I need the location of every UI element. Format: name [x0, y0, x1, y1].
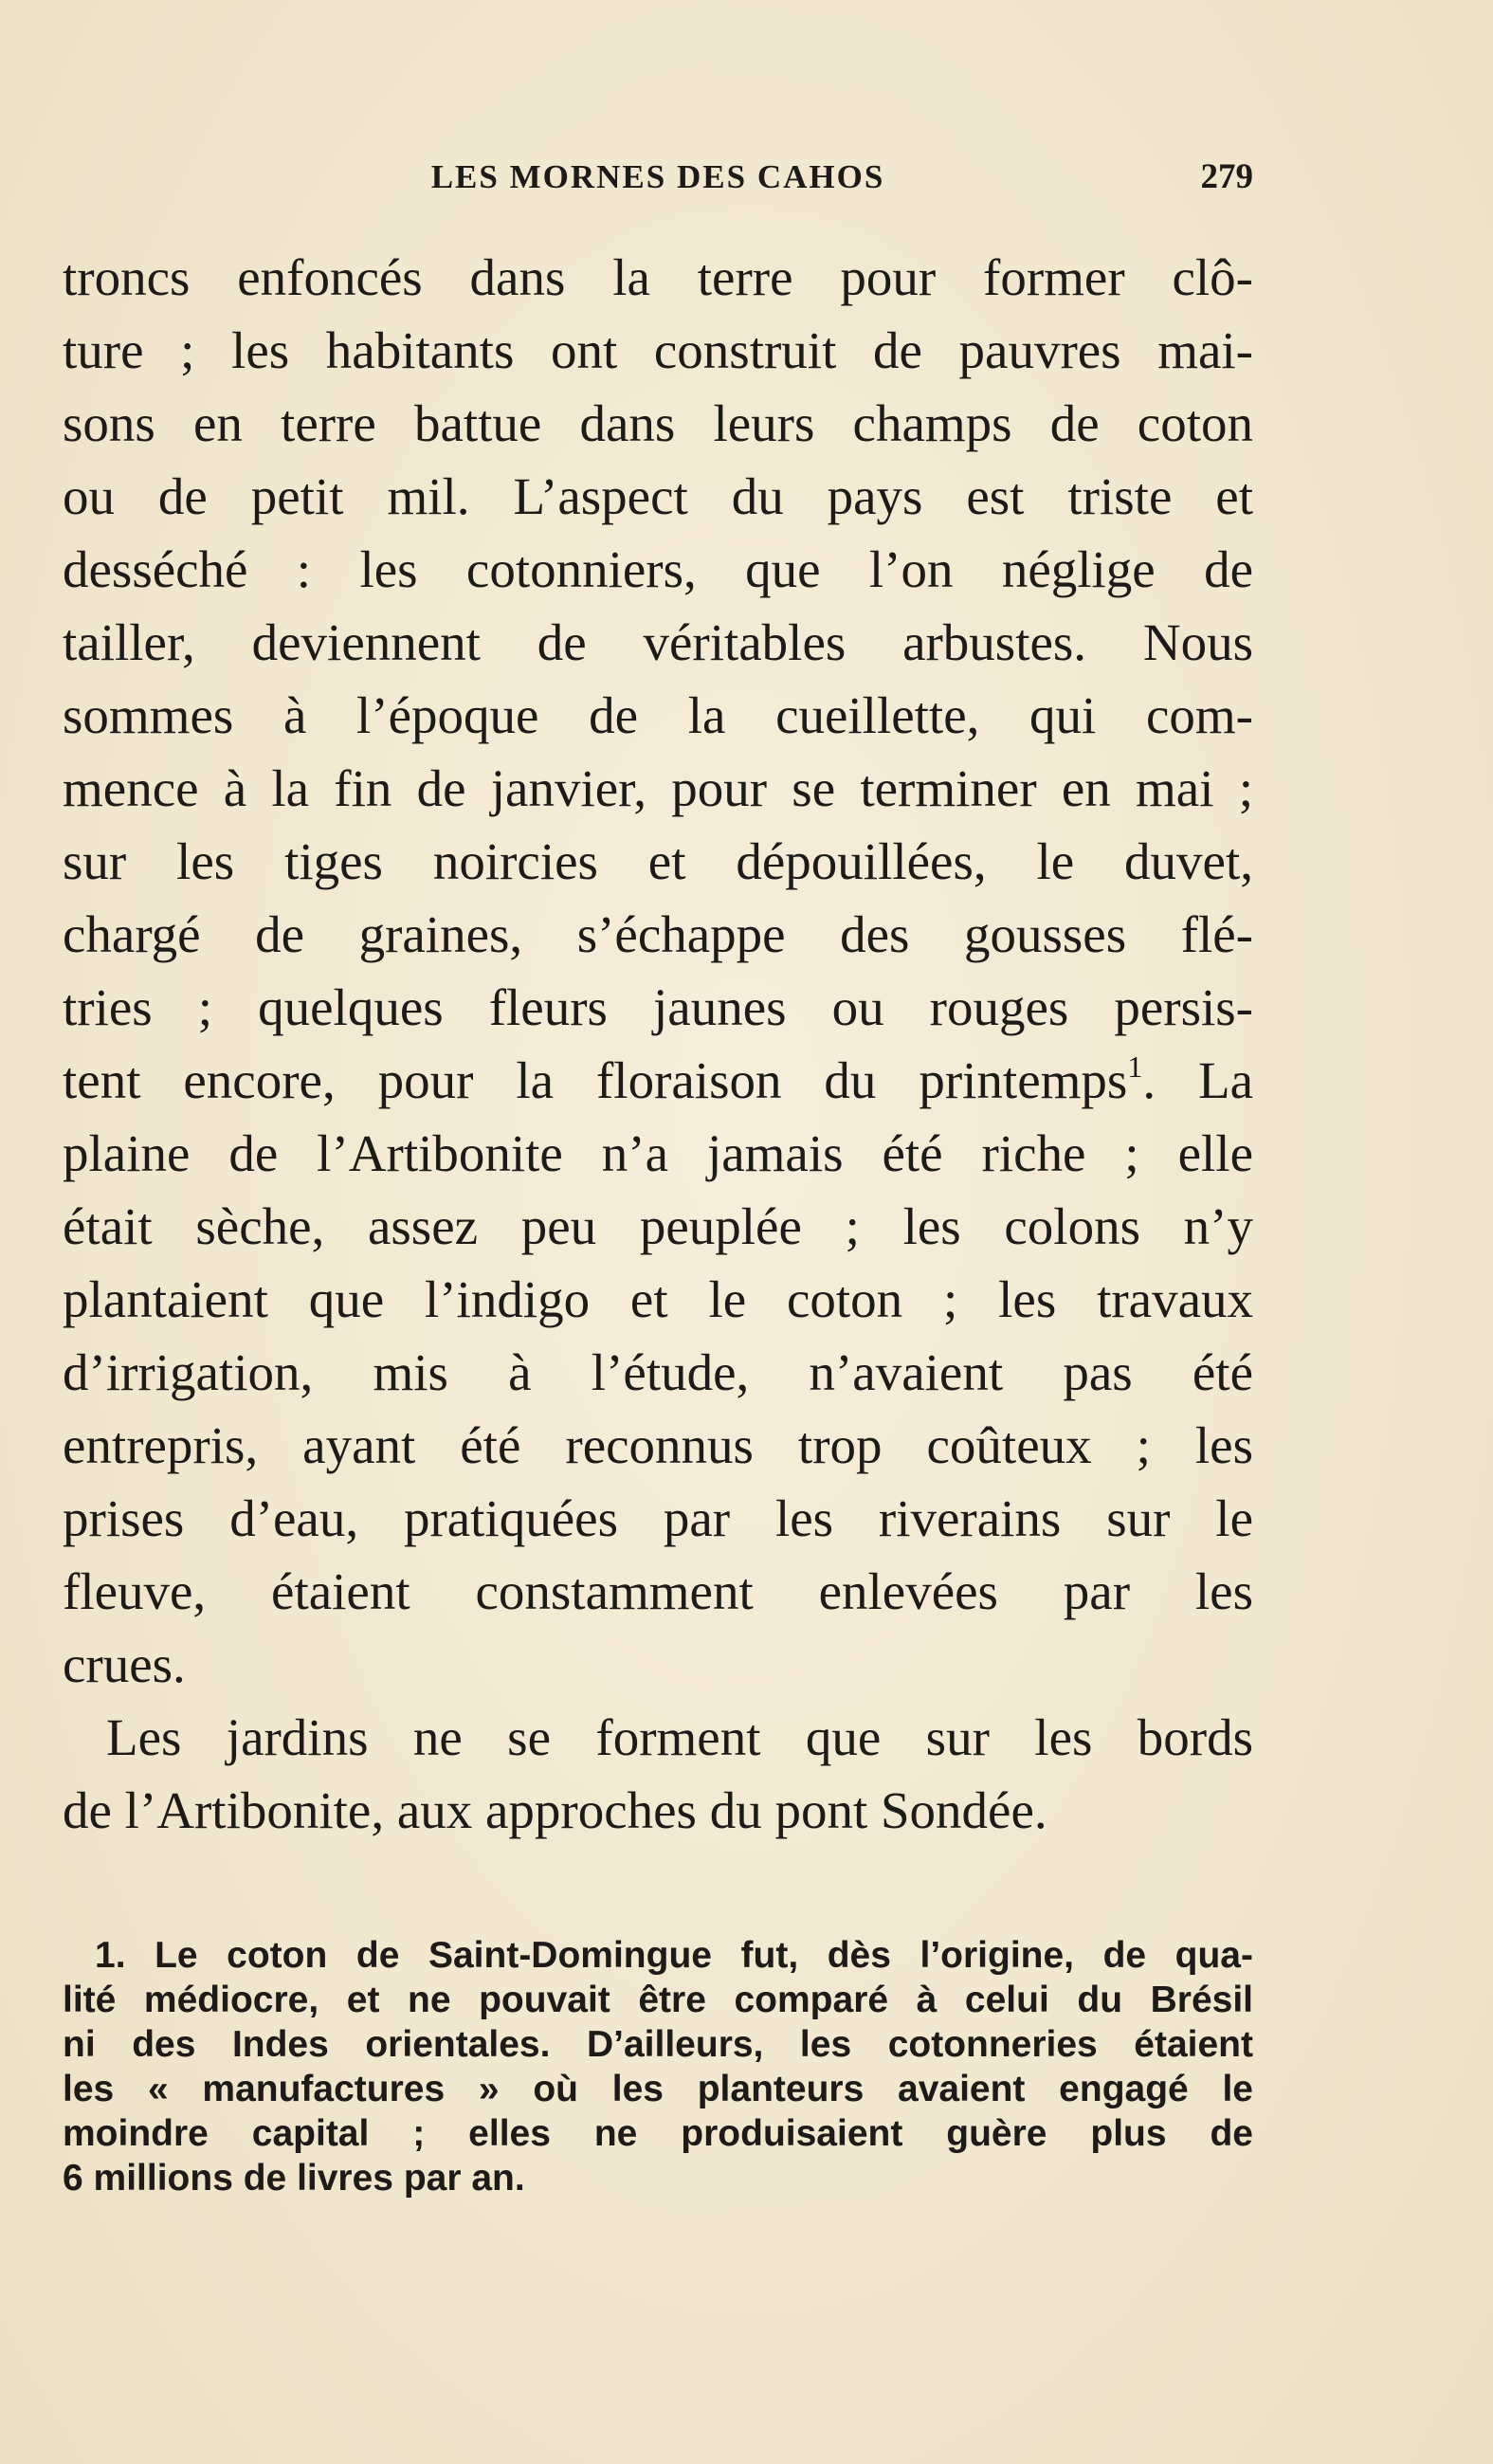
text-line: ou de petit mil. L’aspect du pays est triste et	[63, 467, 1253, 525]
footnote-reference[interactable]: 1	[1127, 1049, 1143, 1084]
text-line: de l’Artibonite, aux approches du pont Sondée.	[63, 1781, 1047, 1839]
text-line: sommes à l’époque de la cueillette, qui com-	[63, 686, 1253, 744]
footnote-line: 6 millions de livres par an.	[63, 2158, 525, 2199]
text-segment: . La	[1142, 1051, 1253, 1109]
running-head	[63, 155, 1253, 200]
body-text	[63, 241, 1253, 1847]
text-line: chargé de graines, s’échappe des gousses flé-	[63, 905, 1253, 963]
page-number: 279	[1200, 157, 1253, 196]
text-line: sons en terre battue dans leurs champs de coton	[63, 394, 1253, 452]
text-line: ture ; les habitants ont construit de pauvres mai-	[63, 321, 1253, 379]
footnote-line: moindre capital ; elles ne produisaient guère plus de	[63, 2113, 1253, 2154]
footnote-line: 1. Le coton de Saint-Domingue fut, dès l’origine, de qua-	[95, 1935, 1253, 1976]
text-line: prises d’eau, pratiquées par les riverains sur le	[63, 1489, 1253, 1547]
text-line: sur les tiges noircies et dépouillées, le duvet,	[63, 832, 1253, 890]
text-line: d’irrigation, mis à l’étude, n’avaient pas été	[63, 1343, 1253, 1401]
text-line: plantaient que l’indigo et le coton ; les travaux	[63, 1270, 1253, 1328]
footnote-line: lité médiocre, et ne pouvait être comparé à celui du Brésil	[63, 1980, 1253, 2020]
text-line: tailler, deviennent de véritables arbustes. Nous	[63, 613, 1253, 671]
footnotes	[63, 1933, 1253, 2200]
running-title: LES MORNES DES CAHOS	[430, 158, 885, 195]
text-line: desséché : les cotonniers, que l’on néglige de	[63, 540, 1253, 598]
footnote-line: les « manufactures » où les planteurs avaient engagé le	[63, 2069, 1253, 2109]
text-segment: tent encore, pour la floraison du printemps	[63, 1051, 1128, 1109]
text-line: crues.	[63, 1635, 186, 1693]
text-line: tries ; quelques fleurs jaunes ou rouges persis-	[63, 978, 1253, 1036]
text-line: entrepris, ayant été reconnus trop coûteux ; les	[63, 1416, 1253, 1474]
text-line-with-note	[63, 1044, 1253, 1117]
text-line: plaine de l’Artibonite n’a jamais été riche ; elle	[63, 1124, 1253, 1182]
text-line: Les jardins ne se forment que sur les bords	[106, 1708, 1253, 1766]
text-line: était sèche, assez peu peuplée ; les colons n’y	[63, 1197, 1253, 1255]
text-line: fleuve, étaient constamment enlevées par les	[63, 1562, 1253, 1620]
footnote-line: ni des Indes orientales. D’ailleurs, les cotonneries étaient	[63, 2024, 1253, 2065]
text-line: troncs enfoncés dans la terre pour former clô-	[63, 248, 1253, 306]
text-line: mence à la fin de janvier, pour se terminer en mai ;	[63, 759, 1253, 817]
